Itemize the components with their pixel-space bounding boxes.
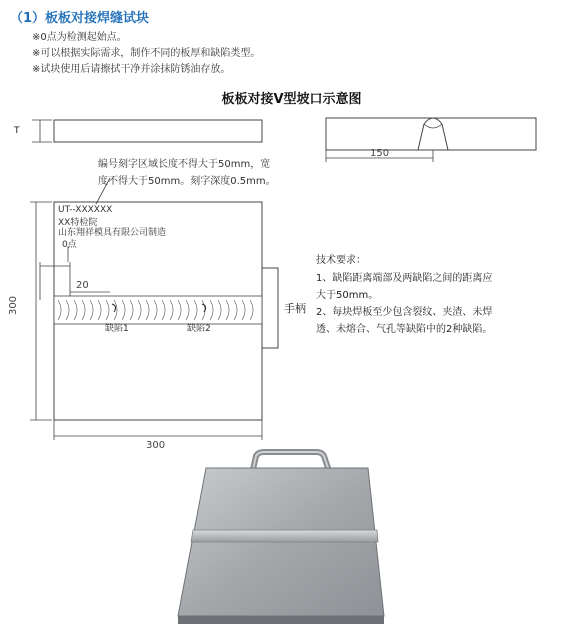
section-title: （1）板板对接焊缝试块 (10, 11, 150, 26)
note-maintenance: ※试块使用后请擦拭干净并涂抹防锈油存放。 (32, 64, 231, 75)
weld-bead-cap (424, 124, 442, 128)
handle-label: 手柄 (284, 302, 306, 315)
side-view-plate (54, 120, 262, 142)
note-zero-point: ※0点为检测起始点。 (32, 32, 127, 43)
tech-requirements-title: 技术要求： (316, 255, 366, 266)
engraving-note-line2: 度不得大于50mm。刻字深度0.5mm。 (98, 176, 276, 187)
test-block-photo (170, 448, 410, 628)
tech-req-line-3: 2、每块焊板至少包含裂纹、夹渣、未焊 (316, 307, 493, 318)
weld-seam-photo (191, 530, 378, 542)
plate-edge (178, 616, 384, 624)
tech-req-line-2: 大于50mm。 (316, 290, 379, 301)
plate-label-code: UT--XXXXXX (58, 205, 113, 215)
plate-label-institute: XX特检院 (58, 218, 98, 228)
tech-req-line-4: 透、未熔合、气孔等缺陷中的2种缺陷。 (316, 324, 493, 335)
dim-t-label: T (14, 126, 20, 136)
engraving-note-line1: 编号刻字区域长度不得大于50mm，宽 (98, 159, 271, 170)
dim-300-side-label: 300 (8, 295, 20, 316)
diagram-title: 板板对接V型坡口示意图 (221, 92, 362, 107)
weld-bead-profile (418, 118, 448, 150)
dim-300-bottom-label: 300 (146, 440, 166, 451)
defect-1-label: 缺陷1 (105, 324, 129, 334)
handle-bracket (262, 268, 278, 348)
dim-20-label: 20 (76, 280, 89, 291)
zero-point-label: 0点 (62, 240, 77, 250)
tech-req-line-1: 1、缺陷距离端部及两缺陷之间的距离应 (316, 273, 493, 284)
dim-150-label: 150 (370, 148, 390, 159)
note-custom: ※可以根据实际需求，制作不同的板厚和缺陷类型。 (32, 48, 261, 59)
groove-section-plate (326, 118, 536, 150)
plate-label-manufacturer: 山东翔祥模具有限公司制造 (58, 228, 167, 238)
defect-2-label: 缺陷2 (187, 324, 211, 334)
